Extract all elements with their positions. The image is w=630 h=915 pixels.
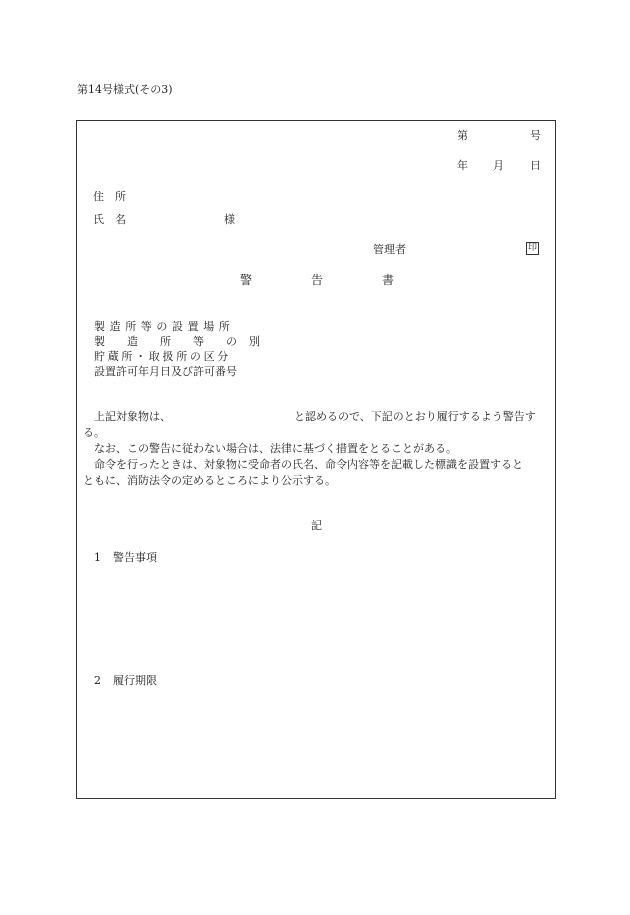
facility-type-char: 等	[193, 335, 204, 348]
facility-type-char: 所	[160, 335, 171, 348]
number-suffix: 号	[530, 129, 541, 142]
body-p1-end: と認めるので、下記のとおり履行するよう警告す	[294, 410, 536, 423]
date-year: 年	[457, 159, 468, 172]
honorific: 様	[224, 213, 235, 226]
body-p3-line1: 命令を行ったときは、対象物に受命者の氏名、命令内容等を記載した標識を設置すると	[94, 458, 523, 471]
permit-label: 設置許可年月日及び許可番号	[94, 365, 237, 378]
item-number: 2	[94, 674, 101, 687]
item-label-warning: 警告事項	[113, 551, 157, 564]
notes-heading: 記	[311, 519, 322, 532]
body-p1-cont: る。	[83, 426, 105, 439]
issuer-label: 管理者	[373, 243, 406, 256]
seal-mark: 印	[527, 243, 537, 253]
name-label: 氏 名	[93, 213, 126, 226]
date-day: 日	[530, 159, 541, 172]
facility-location-label: 製造所等の設置場所	[94, 320, 235, 333]
facility-category-label: 貯蔵所・取扱所の区分	[94, 350, 231, 363]
title-char-3: 書	[382, 273, 395, 287]
facility-type-char: の	[226, 335, 237, 348]
facility-type-char: 別	[249, 335, 260, 348]
item-number: 1	[94, 551, 101, 564]
number-prefix: 第	[457, 129, 468, 142]
body-p3-line2: ともに、消防法令の定めるところにより公示する。	[83, 474, 336, 487]
date-month: 月	[493, 159, 504, 172]
facility-type-char: 製	[94, 335, 105, 348]
form-title: 第14号様式(その3)	[77, 83, 173, 96]
facility-type-char: 造	[127, 335, 138, 348]
address-label: 住 所	[93, 190, 126, 203]
title-char-2: 告	[311, 273, 324, 287]
body-p2: なお、この警告に従わない場合は、法律に基づく措置をとることがある。	[94, 442, 457, 455]
title-char-1: 警	[240, 273, 253, 287]
item-label-deadline: 履行期限	[113, 674, 157, 687]
body-p1-start: 上記対象物は、	[94, 410, 171, 423]
